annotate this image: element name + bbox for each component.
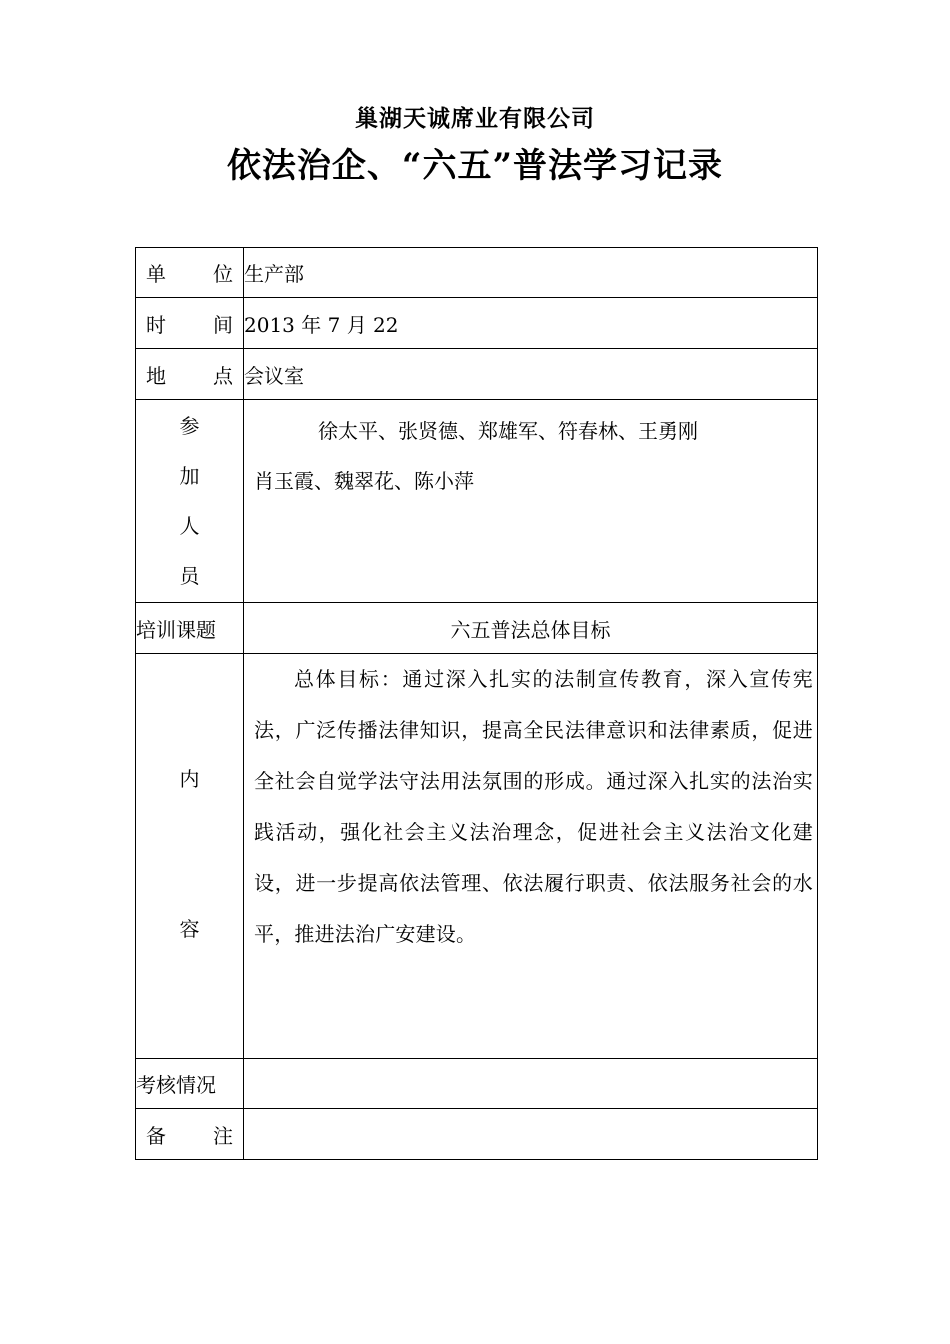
label-participants-char-3: 人 — [179, 514, 200, 538]
value-content — [244, 654, 818, 1059]
document-title: 依法治企、“六五”普法学习记录 — [226, 146, 724, 186]
label-participants-char-4: 员 — [179, 564, 200, 588]
row-content — [136, 654, 818, 1059]
label-time-char-2: 间 — [213, 312, 233, 337]
label-unit-char-1: 单 — [146, 262, 166, 286]
participants-line-2: 肖玉霞、魏翠花、陈小萍 — [254, 469, 474, 493]
label-place-char-1: 地 — [146, 363, 166, 388]
label-assessment: 考核情况 — [136, 1059, 244, 1109]
value-assessment — [244, 1059, 818, 1109]
row-assessment — [136, 1059, 818, 1109]
label-content — [136, 654, 244, 1059]
label-participants — [136, 400, 244, 603]
label-remarks — [136, 1109, 244, 1160]
label-participants-char-1: 参 — [179, 414, 200, 438]
value-time: 2013 年 7 月 22 — [244, 298, 818, 349]
row-time — [136, 298, 818, 349]
label-place — [136, 349, 244, 400]
record-table — [135, 247, 818, 1160]
label-remarks-char-1: 备 — [146, 1123, 166, 1148]
label-topic: 培训课题 — [136, 603, 244, 654]
label-participants-char-2: 加 — [179, 464, 200, 488]
label-time-char-1: 时 — [146, 312, 166, 337]
label-content-char-2: 容 — [179, 917, 200, 941]
label-unit-char-2: 位 — [213, 262, 233, 286]
content-text: 总体目标：通过深入扎实的法制宣传教育，深入宣传宪法，广泛传播法律知识，提高全民法律意识和法律素质，促进全社会自觉学法守法用法氛围的形成。通过深入扎实的法治实践活动，强化社会主义法治理念，促进社会主义法治文化建设，进一步提高依法管理、依法履行职责、依法服务社会的水平，推进法治广安建设。 — [254, 667, 813, 946]
value-place: 会议室 — [244, 349, 818, 400]
value-participants — [244, 400, 818, 603]
participants-line-1: 徐太平、张贤德、郑雄军、符春林、王勇刚 — [318, 419, 698, 443]
label-unit — [136, 248, 244, 298]
value-remarks — [244, 1109, 818, 1160]
row-topic — [136, 603, 818, 654]
company-name: 巢湖天诚席业有限公司 — [355, 105, 595, 132]
label-remarks-char-2: 注 — [213, 1123, 233, 1148]
value-unit: 生产部 — [244, 248, 818, 298]
value-topic: 六五普法总体目标 — [244, 603, 818, 654]
label-content-char-1: 内 — [179, 767, 200, 791]
row-participants — [136, 400, 818, 603]
row-remarks — [136, 1109, 818, 1160]
row-place — [136, 349, 818, 400]
row-unit — [136, 248, 818, 298]
label-place-char-2: 点 — [213, 363, 233, 388]
label-time — [136, 298, 244, 349]
